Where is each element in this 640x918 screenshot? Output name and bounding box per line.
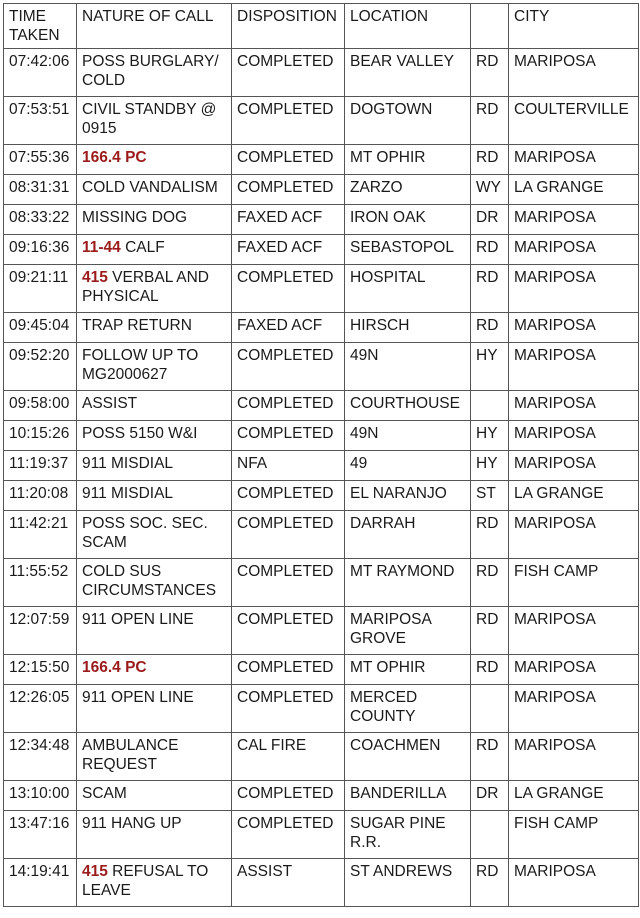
cell-city: MARIPOSA [509, 265, 639, 313]
cell-time: 12:26:05 [4, 685, 77, 733]
cell-nature [77, 733, 232, 781]
cell-suffix: RD [471, 559, 509, 607]
nature-text: CALF [120, 239, 165, 256]
cell-time: 08:31:31 [4, 175, 77, 205]
offense-code: 166.4 PC [82, 659, 147, 676]
table-row [4, 481, 639, 511]
offense-code: 166.4 PC [82, 149, 147, 166]
cell-city: MARIPOSA [509, 859, 639, 907]
cell-location: ZARZO [345, 175, 471, 205]
cell-location: MERCED COUNTY [345, 685, 471, 733]
cell-city: LA GRANGE [509, 481, 639, 511]
table-row [4, 733, 639, 781]
cell-nature [77, 421, 232, 451]
cell-nature [77, 205, 232, 235]
cell-suffix: RD [471, 265, 509, 313]
cell-time: 11:55:52 [4, 559, 77, 607]
cell-time: 10:15:26 [4, 421, 77, 451]
table-row [4, 511, 639, 559]
cell-disposition: COMPLETED [232, 391, 345, 421]
cell-suffix: HY [471, 343, 509, 391]
cell-location: IRON OAK [345, 205, 471, 235]
nature-text: COLD SUS CIRCUMSTANCES [82, 563, 217, 599]
nature-text: MISSING DOG [82, 209, 188, 226]
cell-time: 09:21:11 [4, 265, 77, 313]
cell-time: 13:47:16 [4, 811, 77, 859]
cell-time: 09:16:36 [4, 235, 77, 265]
nature-text: 911 MISDIAL [82, 455, 174, 472]
cell-location: SEBASTOPOL [345, 235, 471, 265]
cell-disposition: COMPLETED [232, 145, 345, 175]
nature-text: FOLLOW UP TO MG2000627 [82, 347, 203, 383]
cell-suffix [471, 811, 509, 859]
cell-time: 08:33:22 [4, 205, 77, 235]
cell-suffix: RD [471, 511, 509, 559]
cell-suffix: RD [471, 235, 509, 265]
table-row [4, 205, 639, 235]
cell-nature [77, 685, 232, 733]
cell-city: MARIPOSA [509, 235, 639, 265]
header-suffix [471, 4, 509, 49]
cell-location: MT OPHIR [345, 655, 471, 685]
cell-disposition: COMPLETED [232, 781, 345, 811]
cell-location: 49N [345, 421, 471, 451]
table-row [4, 97, 639, 145]
cell-city: MARIPOSA [509, 451, 639, 481]
cell-location: HIRSCH [345, 313, 471, 343]
offense-code: 11-44 [82, 239, 121, 256]
cell-location: BANDERILLA [345, 781, 471, 811]
cell-disposition: FAXED ACF [232, 313, 345, 343]
cell-location: COURTHOUSE [345, 391, 471, 421]
cell-nature [77, 313, 232, 343]
cell-nature [77, 49, 232, 97]
cell-disposition: COMPLETED [232, 811, 345, 859]
cell-suffix: ST [471, 481, 509, 511]
nature-text: VERBAL AND PHYSICAL [82, 269, 214, 305]
cell-time: 07:55:36 [4, 145, 77, 175]
cell-nature [77, 811, 232, 859]
cell-disposition: COMPLETED [232, 343, 345, 391]
cell-nature [77, 265, 232, 313]
cell-time: 07:42:06 [4, 49, 77, 97]
nature-text: COLD VANDALISM [82, 179, 218, 196]
header-row [4, 4, 639, 49]
cell-city: MARIPOSA [509, 733, 639, 781]
nature-text: 911 MISDIAL [82, 485, 174, 502]
cell-disposition: COMPLETED [232, 559, 345, 607]
table-row [4, 343, 639, 391]
cell-suffix: DR [471, 781, 509, 811]
cell-nature [77, 145, 232, 175]
cell-nature [77, 781, 232, 811]
cell-disposition: COMPLETED [232, 685, 345, 733]
table-row [4, 175, 639, 205]
cell-city: MARIPOSA [509, 685, 639, 733]
nature-text: ASSIST [82, 395, 138, 412]
cell-city: MARIPOSA [509, 313, 639, 343]
cell-location: BEAR VALLEY [345, 49, 471, 97]
cell-suffix: HY [471, 451, 509, 481]
table-row [4, 421, 639, 451]
table-row [4, 391, 639, 421]
cell-city: MARIPOSA [509, 607, 639, 655]
table-row [4, 451, 639, 481]
nature-text: POSS BURGLARY/ COLD [82, 53, 223, 89]
nature-text: POSS SOC. SEC. SCAM [82, 515, 213, 551]
cell-city: MARIPOSA [509, 655, 639, 685]
cell-location: 49 [345, 451, 471, 481]
cell-city: MARIPOSA [509, 343, 639, 391]
nature-text: 911 OPEN LINE [82, 689, 194, 706]
cell-nature [77, 859, 232, 907]
cell-suffix: DR [471, 205, 509, 235]
header-city: CITY [509, 4, 639, 49]
cell-time: 09:52:20 [4, 343, 77, 391]
cell-city: MARIPOSA [509, 205, 639, 235]
header-time: TIME TAKEN [4, 4, 77, 49]
table-row [4, 145, 639, 175]
cell-suffix: RD [471, 313, 509, 343]
cell-time: 12:34:48 [4, 733, 77, 781]
cell-time: 09:58:00 [4, 391, 77, 421]
cell-suffix: RD [471, 49, 509, 97]
cell-city: FISH CAMP [509, 559, 639, 607]
header-disposition: DISPOSITION [232, 4, 345, 49]
header-nature: NATURE OF CALL [77, 4, 232, 49]
cell-disposition: COMPLETED [232, 607, 345, 655]
table-row [4, 859, 639, 907]
cell-location: MARIPOSA GROVE [345, 607, 471, 655]
cell-city: MARIPOSA [509, 391, 639, 421]
table-row [4, 811, 639, 859]
cell-time: 12:07:59 [4, 607, 77, 655]
cell-location: 49N [345, 343, 471, 391]
table-row [4, 655, 639, 685]
cell-nature [77, 481, 232, 511]
nature-text: AMBULANCE REQUEST [82, 737, 183, 773]
nature-text: 911 OPEN LINE [82, 611, 194, 628]
cell-nature [77, 511, 232, 559]
cell-suffix: RD [471, 859, 509, 907]
cell-disposition: COMPLETED [232, 511, 345, 559]
cell-disposition: COMPLETED [232, 265, 345, 313]
cell-suffix: RD [471, 145, 509, 175]
cell-nature [77, 235, 232, 265]
nature-text: SCAM [82, 785, 127, 802]
cell-location: ST ANDREWS [345, 859, 471, 907]
cell-suffix: WY [471, 175, 509, 205]
call-log-table [3, 3, 639, 907]
cell-disposition: COMPLETED [232, 49, 345, 97]
cell-disposition: FAXED ACF [232, 235, 345, 265]
cell-nature [77, 343, 232, 391]
call-log-body [4, 49, 639, 907]
cell-city: COULTERVILLE [509, 97, 639, 145]
nature-text: TRAP RETURN [82, 317, 192, 334]
cell-suffix: RD [471, 655, 509, 685]
table-row [4, 559, 639, 607]
header-location: LOCATION [345, 4, 471, 49]
nature-text: CIVIL STANDBY @ 0915 [82, 101, 221, 137]
cell-location: HOSPITAL [345, 265, 471, 313]
cell-location: EL NARANJO [345, 481, 471, 511]
table-row [4, 781, 639, 811]
cell-time: 09:45:04 [4, 313, 77, 343]
cell-suffix: RD [471, 97, 509, 145]
cell-disposition: COMPLETED [232, 481, 345, 511]
cell-nature [77, 391, 232, 421]
cell-location: MT OPHIR [345, 145, 471, 175]
cell-time: 07:53:51 [4, 97, 77, 145]
cell-location: COACHMEN [345, 733, 471, 781]
cell-time: 11:42:21 [4, 511, 77, 559]
offense-code: 415 [82, 269, 108, 286]
table-row [4, 685, 639, 733]
nature-text: REFUSAL TO LEAVE [82, 863, 213, 899]
cell-city: MARIPOSA [509, 511, 639, 559]
table-row [4, 49, 639, 97]
cell-time: 13:10:00 [4, 781, 77, 811]
cell-nature [77, 175, 232, 205]
table-row [4, 313, 639, 343]
cell-suffix [471, 685, 509, 733]
cell-suffix: HY [471, 421, 509, 451]
cell-disposition: ASSIST [232, 859, 345, 907]
cell-city: MARIPOSA [509, 49, 639, 97]
cell-location: MT RAYMOND [345, 559, 471, 607]
cell-location: SUGAR PINE R.R. [345, 811, 471, 859]
cell-nature [77, 607, 232, 655]
cell-disposition: COMPLETED [232, 175, 345, 205]
cell-suffix [471, 391, 509, 421]
cell-disposition: CAL FIRE [232, 733, 345, 781]
cell-suffix: RD [471, 607, 509, 655]
table-row [4, 235, 639, 265]
cell-disposition: NFA [232, 451, 345, 481]
cell-time: 14:19:41 [4, 859, 77, 907]
offense-code: 415 [82, 863, 108, 880]
cell-disposition: COMPLETED [232, 655, 345, 685]
cell-city: LA GRANGE [509, 781, 639, 811]
cell-location: DOGTOWN [345, 97, 471, 145]
cell-time: 11:19:37 [4, 451, 77, 481]
table-row [4, 265, 639, 313]
cell-disposition: FAXED ACF [232, 205, 345, 235]
cell-location: DARRAH [345, 511, 471, 559]
cell-city: MARIPOSA [509, 421, 639, 451]
cell-suffix: RD [471, 733, 509, 781]
cell-nature [77, 451, 232, 481]
cell-disposition: COMPLETED [232, 97, 345, 145]
table-row [4, 607, 639, 655]
cell-city: LA GRANGE [509, 175, 639, 205]
call-log-container [3, 3, 639, 907]
nature-text: 911 HANG UP [82, 815, 182, 832]
cell-city: FISH CAMP [509, 811, 639, 859]
cell-time: 11:20:08 [4, 481, 77, 511]
cell-time: 12:15:50 [4, 655, 77, 685]
cell-disposition: COMPLETED [232, 421, 345, 451]
cell-city: MARIPOSA [509, 145, 639, 175]
cell-nature [77, 655, 232, 685]
nature-text: POSS 5150 W&I [82, 425, 198, 442]
cell-nature [77, 559, 232, 607]
cell-nature [77, 97, 232, 145]
